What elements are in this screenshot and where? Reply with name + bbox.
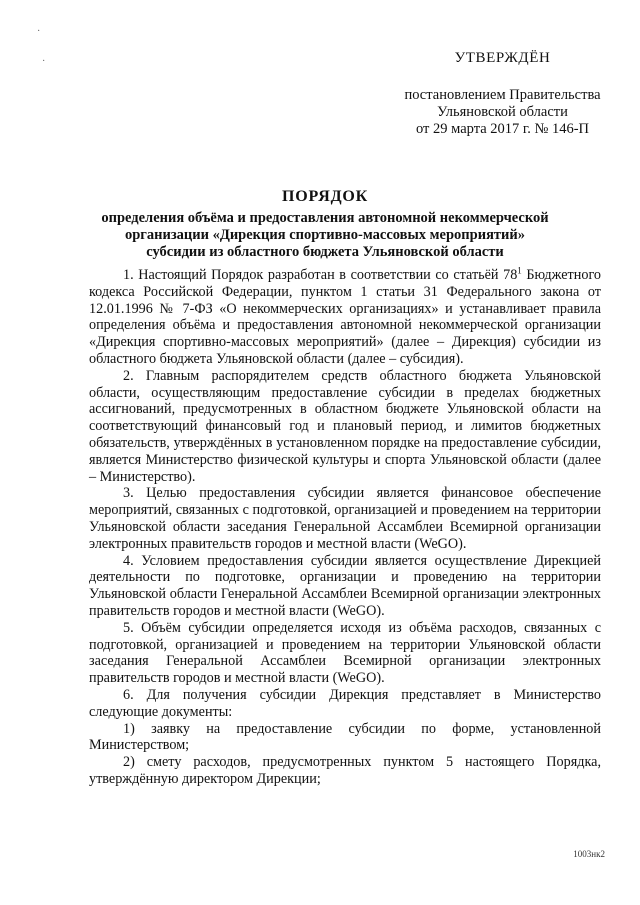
paragraph-6-item-2: 2) смету расходов, предусмотренных пунктом 5 настоящего Порядка, утверждённую директором Дирекции; — [89, 754, 601, 787]
approval-line: постановлением Правительства — [404, 87, 601, 103]
paragraph-1-start: 1. Настоящий Порядок разработан в соответствии со статьёй 78 — [123, 267, 518, 283]
paragraph-6-item-1: 1) заявку на предоставление субсидии по форме, установленной Министерством; — [89, 720, 601, 754]
document-subtitle-line: субсидии из областного бюджета Ульяновской области — [146, 244, 504, 260]
document-body — [89, 267, 601, 788]
footer-document-code: 1003нк2 — [573, 849, 605, 859]
paragraph-4: 4. Условием предоставления субсидии является осуществление Дирекцией деятельности по подготовке, организации и проведению на территории Ульяновской области Генеральной Ассамблеи Всемирной организации электронных правительств городов и местной власти (WeGO). — [89, 552, 601, 619]
paragraph-5: 5. Объём субсидии определяется исходя из объёма расходов, связанных с подготовкой, организацией и проведением на территории Ульяновской области заседания Генеральной Ассамблеи Всемирной организации электронных правительств городов и местной власти (WeGO). — [89, 619, 601, 687]
document-subtitle-line: определения объёма и предоставления автономной некоммерческой — [101, 210, 549, 226]
document-subtitle-line: организации «Дирекция спортивно-массовых мероприятий» — [124, 227, 526, 243]
scan-speck: · — [42, 56, 46, 67]
paragraph-1 — [89, 267, 601, 368]
article-superscript: 1 — [517, 265, 522, 276]
paragraph-1-rest: Бюджетного кодекса Российской Федерации, пунктом 1 статьи 31 Федерального закона от 12.01.1996 № 7-ФЗ «О некоммерческих организациях» и устанавливает правила определения объёма и предоставления автономной некоммерческой организации «Дирекция спортивно-массовых мероприятий» (далее – Дирекция) субсидии из областного бюджета Ульяновской области (далее – субсидия). — [89, 267, 601, 367]
approval-line: от 29 марта 2017 г. № 146-П — [416, 121, 589, 137]
paragraph-3: 3. Целью предоставления субсидии является финансовое обеспечение мероприятий, связанных с подготовкой, организацией и проведением на территории Ульяновской области заседания Генеральной Ассамблеи Всемирной организации электронных правительств городов и местной власти (WeGO). — [89, 485, 601, 552]
scan-speck: · — [37, 26, 41, 37]
approval-line: Ульяновской области — [437, 104, 568, 120]
paragraph-2: 2. Главным распорядителем средств областного бюджета Ульяновской области, осуществляющим предоставление субсидии в пределах бюджетных ассигнований, предусмотренных в областном бюджете Ульяновской области на соответствующий финансовый год и плановый период, и лимитов бюджетных обязательств, утверждённых в установленном порядке на предоставление субсидии, является Министерство физической культуры и спорта Ульяновской области (далее – Министерство). — [89, 367, 601, 485]
document-title: ПОРЯДОК — [281, 188, 369, 205]
approval-heading: УТВЕРЖДЁН — [454, 50, 551, 66]
paragraph-6: 6. Для получения субсидии Дирекция представляет в Министерство следующие документы: — [89, 686, 601, 720]
